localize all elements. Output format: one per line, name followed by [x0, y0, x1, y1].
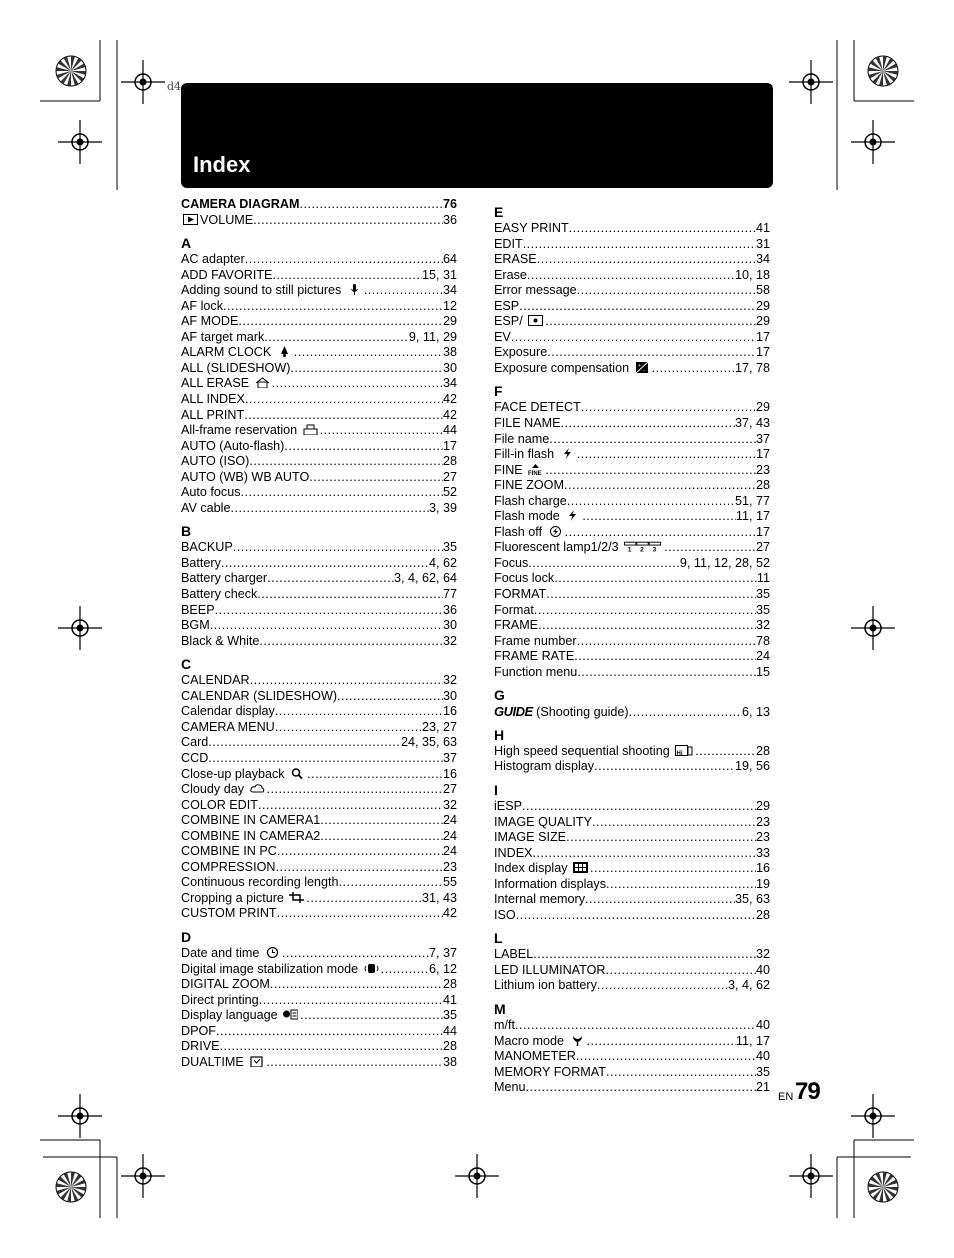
entry-page-numbers: 10, 18 — [734, 267, 770, 282]
entry-page-numbers: 23 — [755, 462, 770, 477]
entry-term-text: Flash charge — [494, 493, 567, 508]
entry-page-numbers: 28 — [755, 743, 770, 758]
entry-term-text: Cloudy day — [181, 782, 245, 797]
entry-page-numbers: 37 — [755, 431, 770, 446]
entry-term-text: Display language — [181, 1008, 278, 1023]
entry-page-numbers: 37 — [442, 750, 457, 765]
entry-page-numbers: 23 — [755, 814, 770, 829]
entry-page-numbers: 32 — [442, 633, 457, 648]
entry-term-text: Histogram display — [494, 759, 595, 774]
entry-term-text: DPOF — [181, 1023, 216, 1038]
svg-text:3: 3 — [652, 547, 657, 553]
entry-term-text: CALENDAR (SLIDESHOW) — [181, 688, 338, 703]
entry-term-text: FACE DETECT — [494, 400, 581, 415]
entry-term-text: Menu — [494, 1080, 526, 1095]
section-letter-e: E — [494, 204, 504, 220]
section-letter-b: B — [181, 523, 192, 540]
entry-page-numbers: 24, 35, 63 — [400, 735, 457, 750]
entry-term-text: BACKUP — [181, 540, 233, 555]
section-letter-f: F — [494, 383, 503, 400]
entry-page-numbers: 23, 27 — [421, 719, 457, 734]
entry-page-numbers: 29 — [442, 314, 457, 329]
section-letter-g: G — [494, 687, 505, 704]
entry-page-numbers: 55 — [442, 875, 457, 890]
entry-page-numbers: 35, 63 — [734, 892, 770, 907]
entry-page-numbers: 32 — [755, 618, 770, 633]
entry-page-numbers: 21 — [755, 1080, 770, 1095]
entry-page-numbers: 30 — [442, 360, 457, 375]
entry-page-numbers: 28 — [442, 977, 457, 992]
entry-page-numbers: 28 — [442, 454, 457, 469]
section-letter-l: L — [494, 930, 503, 947]
entry-page-numbers: 44 — [442, 1023, 457, 1038]
entry-page-numbers: 17 — [755, 447, 770, 462]
entry-term-text: High speed sequential shooting — [494, 743, 670, 758]
entry-page-numbers: 32 — [442, 797, 457, 812]
entry-page-numbers: 34 — [755, 252, 770, 267]
entry-term-text: IMAGE SIZE — [494, 830, 567, 845]
color-star-target-icon — [868, 1172, 898, 1202]
entry-term-text: AF target mark — [181, 329, 265, 344]
entry-term-text: ALL PRINT — [181, 407, 245, 422]
entry-page-numbers: 35 — [442, 540, 457, 555]
entry-page-numbers: 37, 43 — [734, 416, 770, 431]
entry-term-text: Macro mode — [494, 1033, 564, 1048]
entry-term-text: COMBINE IN PC — [181, 844, 277, 859]
entry-term-text: AF lock — [181, 298, 223, 313]
entry-page-numbers: 19, 56 — [734, 759, 770, 774]
entry-page-numbers: 28 — [755, 478, 770, 493]
entry-page-numbers: 76 — [442, 197, 457, 211]
entry-page-numbers: 9, 11, 12, 28, 52 — [679, 555, 770, 570]
entry-page-numbers: 16 — [442, 766, 457, 781]
entry-page-numbers: 35 — [755, 1064, 770, 1079]
entry-term-text: Auto focus — [181, 485, 241, 500]
entry-term-text: Cropping a picture — [181, 890, 284, 905]
entry-term-text: Battery check — [181, 587, 258, 602]
section-letter-d: D — [181, 928, 192, 945]
entry-term-text: FORMAT — [494, 587, 547, 602]
entry-page-numbers: 23 — [755, 830, 770, 845]
entry-page-numbers: 42 — [442, 392, 457, 407]
registration-target-icon — [58, 1094, 102, 1138]
entry-page-numbers: 11, 17 — [735, 509, 770, 524]
registration-target-icon — [455, 1154, 499, 1198]
entry-term-text: Fill-in flash — [494, 447, 555, 462]
entry-term-text: DUALTIME — [181, 1054, 244, 1069]
color-star-target-icon — [868, 56, 898, 86]
entry-page-numbers: 23 — [442, 859, 457, 874]
entry-term-text: COMPRESSION — [181, 859, 276, 874]
entry-page-numbers: 24 — [442, 813, 457, 828]
registration-target-icon — [789, 1154, 833, 1198]
registration-target-icon — [851, 1094, 895, 1138]
entry-page-numbers: 40 — [755, 962, 770, 977]
entry-term-text: ALL ERASE — [181, 376, 250, 391]
entry-term-text: LED ILLUMINATOR — [494, 962, 606, 977]
entry-term-text: EV — [494, 329, 511, 344]
entry-term-text: CAMERA DIAGRAM — [181, 197, 300, 211]
entry-term-text: ADD FAVORITE — [181, 267, 273, 282]
section-letter-i: I — [494, 781, 498, 798]
entry-page-numbers: 35 — [755, 602, 770, 617]
entry-term-text: AV cable — [181, 500, 231, 515]
entry-page-numbers: 28 — [755, 907, 770, 922]
entry-page-numbers: 9, 11, 29 — [408, 329, 457, 344]
entry-term-text: Flash off — [494, 524, 543, 539]
entry-term-text: FINE ZOOM — [494, 478, 564, 493]
entry-page-numbers: 3, 39 — [428, 500, 457, 515]
entry-page-numbers: 34 — [442, 283, 457, 298]
entry-term-text: Error message — [494, 283, 577, 298]
entry-term-text: Internal memory — [494, 892, 585, 907]
entry-term-text: ESP — [494, 298, 520, 313]
entry-page-numbers: 3, 4, 62, 64 — [393, 571, 457, 586]
entry-term-text: Lithium ion battery — [494, 978, 597, 993]
entry-page-numbers: 29 — [755, 798, 770, 813]
entry-term-text: MEMORY FORMAT — [494, 1064, 606, 1079]
entry-page-numbers: 15, 31 — [421, 267, 457, 282]
entry-page-numbers: 38 — [442, 1054, 457, 1069]
section-letter-h: H — [494, 726, 505, 743]
entry-page-numbers: 33 — [755, 845, 770, 860]
entry-term-text: File name — [494, 431, 550, 446]
entry-page-numbers: 35 — [755, 587, 770, 602]
entry-term-text: Black & White — [181, 633, 260, 648]
entry-term-text: AUTO (Auto-flash) — [181, 438, 285, 453]
entry-page-numbers: 4, 62 — [428, 555, 457, 570]
entry-term-text: Flash mode — [494, 509, 560, 524]
entry-term-text: COMBINE IN CAMERA1 — [181, 813, 321, 828]
entry-page-numbers: 17 — [755, 524, 770, 539]
entry-page-numbers: 31, 43 — [421, 890, 457, 905]
entry-term-text: CAMERA MENU — [181, 719, 275, 734]
entry-page-numbers: 42 — [442, 906, 457, 921]
svg-text:2: 2 — [640, 547, 644, 553]
entry-term-text: ALL (SLIDESHOW) — [181, 360, 291, 375]
entry-page-numbers: 30 — [442, 618, 457, 633]
color-star-target-icon — [56, 56, 86, 86]
entry-page-numbers: 29 — [755, 314, 770, 329]
entry-term-text: Erase — [494, 267, 527, 282]
entry-term-text: Digital image stabilization mode — [181, 961, 359, 976]
entry-term-text: MANOMETER — [494, 1049, 576, 1064]
entry-term-text: Continuous recording length — [181, 875, 339, 890]
entry-page-numbers: 41 — [755, 221, 770, 235]
entry-page-numbers: 32 — [442, 673, 457, 688]
entry-term-text: (Shooting guide) — [536, 705, 629, 720]
entry-term-text: INDEX — [494, 845, 533, 860]
entry-term-text: FRAME RATE — [494, 649, 575, 664]
entry-term-text: Information displays — [494, 876, 606, 891]
section-letter-a: A — [181, 235, 192, 252]
entry-term-text: Adding sound to still pictures — [181, 283, 342, 298]
entry-page-numbers: 29 — [755, 400, 770, 415]
entry-term-text: Direct printing — [181, 992, 259, 1007]
entry-term-text: Format — [494, 602, 534, 617]
entry-page-numbers: 27 — [442, 782, 457, 797]
entry-page-numbers: 24 — [755, 649, 770, 664]
page-title: Index — [193, 152, 251, 177]
section-letter-m: M — [494, 1000, 506, 1017]
entry-page-numbers: 36 — [442, 602, 457, 617]
entry-page-numbers: 32 — [755, 947, 770, 962]
entry-term-text: AF MODE — [181, 314, 239, 329]
entry-page-numbers: 64 — [442, 252, 457, 267]
entry-term-text: FILE NAME — [494, 416, 561, 431]
entry-page-numbers: 31 — [755, 236, 770, 251]
entry-page-numbers: 11, 17 — [735, 1033, 770, 1048]
entry-page-numbers: 27 — [442, 469, 457, 484]
entry-term-text: ALARM CLOCK — [181, 345, 272, 360]
entry-term-text: Battery — [181, 555, 221, 570]
entry-term-text: Focus — [494, 555, 529, 570]
entry-term-text: Index display — [494, 861, 568, 876]
svg-text:+: + — [637, 362, 641, 369]
entry-term-text: COMBINE IN CAMERA2 — [181, 828, 321, 843]
entry-term-text: AC adapter — [181, 252, 245, 267]
entry-page-numbers: 29 — [755, 298, 770, 313]
entry-page-numbers: 27 — [755, 540, 770, 555]
entry-page-numbers: 11 — [756, 571, 770, 586]
entry-page-numbers: 19 — [755, 876, 770, 891]
entry-term-text: LABEL — [494, 947, 534, 962]
entry-term-text: ERASE — [494, 252, 537, 267]
entry-page-numbers: 42 — [442, 407, 457, 422]
entry-page-numbers: 40 — [755, 1049, 770, 1064]
registration-target-icon — [121, 1154, 165, 1198]
entry-term-text: Focus lock — [494, 571, 555, 586]
registration-target-icon — [58, 120, 102, 164]
entry-term-text: Close-up playback — [181, 766, 285, 781]
entry-page-numbers: 17 — [755, 329, 770, 344]
entry-page-numbers: 78 — [755, 633, 770, 648]
entry-page-numbers: 58 — [755, 283, 770, 298]
entry-term-text: Frame number — [494, 633, 577, 648]
entry-page-numbers: 30 — [442, 688, 457, 703]
section-letter-c: C — [181, 656, 192, 673]
entry-term-text: Date and time — [181, 945, 260, 960]
entry-term-text: COLOR EDIT — [181, 797, 258, 812]
entry-term-text: BEEP — [181, 602, 215, 617]
entry-page-numbers: 40 — [755, 1017, 770, 1032]
entry-page-numbers: 12 — [442, 298, 457, 313]
entry-page-numbers: 15 — [755, 664, 770, 679]
page-number: 79 — [795, 1078, 820, 1105]
registration-target-icon — [851, 606, 895, 650]
color-star-target-icon — [56, 1172, 86, 1202]
entry-term-text: Card — [181, 735, 209, 750]
entry-term-text: Exposure compensation — [494, 360, 630, 375]
registration-target-icon — [58, 606, 102, 650]
entry-page-numbers: 52 — [442, 485, 457, 500]
guide-label: GUIDE — [494, 704, 533, 720]
entry-page-numbers: 17 — [442, 438, 457, 453]
svg-text:FINE: FINE — [528, 470, 542, 475]
entry-page-numbers: 7, 37 — [428, 945, 457, 960]
entry-term-text: IMAGE QUALITY — [494, 814, 592, 829]
page-slug: d4 — [167, 80, 182, 93]
registration-target-icon — [121, 60, 165, 104]
entry-term-text: ESP/ — [494, 314, 523, 329]
entry-page-numbers: 24 — [442, 828, 457, 843]
entry-term-text: EASY PRINT — [494, 221, 569, 235]
svg-text:1: 1 — [627, 547, 632, 553]
entry-term-text: Exposure — [494, 345, 548, 360]
svg-text:-: - — [642, 367, 645, 373]
entry-page-numbers: 41 — [442, 992, 457, 1007]
entry-term-text: AUTO (WB) WB AUTO — [181, 469, 310, 484]
entry-page-numbers: 34 — [442, 376, 457, 391]
entry-page-numbers: 44 — [442, 423, 457, 438]
entry-term-text: m/ft — [494, 1017, 515, 1032]
entry-term-text: AUTO (ISO) — [181, 454, 250, 469]
entry-term-text: Battery charger — [181, 571, 268, 586]
language-code: EN — [778, 1091, 794, 1103]
entry-term-text: VOLUME — [200, 212, 254, 227]
entry-term-text: ALL INDEX — [181, 392, 245, 407]
entry-page-numbers: 28 — [442, 1039, 457, 1054]
entry-term-text: BGM — [181, 618, 210, 633]
entry-term-text: DIGITAL ZOOM — [181, 977, 270, 992]
entry-term-text: CALENDAR — [181, 673, 250, 688]
entry-page-numbers: 6, 12 — [428, 961, 457, 976]
entry-term-text: Function menu — [494, 664, 578, 679]
registration-target-icon — [851, 120, 895, 164]
svg-text:Hi: Hi — [676, 750, 683, 756]
entry-page-numbers: 17 — [755, 345, 770, 360]
entry-page-numbers: 3, 4, 62 — [727, 978, 770, 993]
entry-page-numbers: 35 — [442, 1008, 457, 1023]
entry-term-text: DRIVE — [181, 1039, 220, 1054]
entry-page-numbers: 17, 78 — [734, 360, 770, 375]
entry-page-numbers: 36 — [442, 212, 457, 227]
entry-term-text: All-frame reservation — [181, 423, 298, 438]
entry-page-numbers: 51, 77 — [734, 493, 770, 508]
entry-page-numbers: 6, 13 — [741, 705, 770, 720]
entry-page-numbers: 38 — [442, 345, 457, 360]
entry-term-text: Fluorescent lamp1/2/3 — [494, 540, 619, 555]
entry-page-numbers: 16 — [442, 704, 457, 719]
entry-term-text: CUSTOM PRINT — [181, 906, 277, 921]
registration-target-icon — [789, 60, 833, 104]
entry-term-text: FRAME — [494, 618, 539, 633]
entry-term-text: CCD — [181, 750, 209, 765]
entry-page-numbers: 24 — [442, 844, 457, 859]
entry-term-text: Calendar display — [181, 704, 275, 719]
entry-term-text: EDIT — [494, 236, 523, 251]
entry-term-text: ISO — [494, 907, 516, 922]
entry-page-numbers: 16 — [755, 861, 770, 876]
entry-page-numbers: 77 — [442, 587, 457, 602]
entry-term-text: iESP — [494, 798, 522, 813]
entry-term-text: FINE — [494, 462, 523, 477]
